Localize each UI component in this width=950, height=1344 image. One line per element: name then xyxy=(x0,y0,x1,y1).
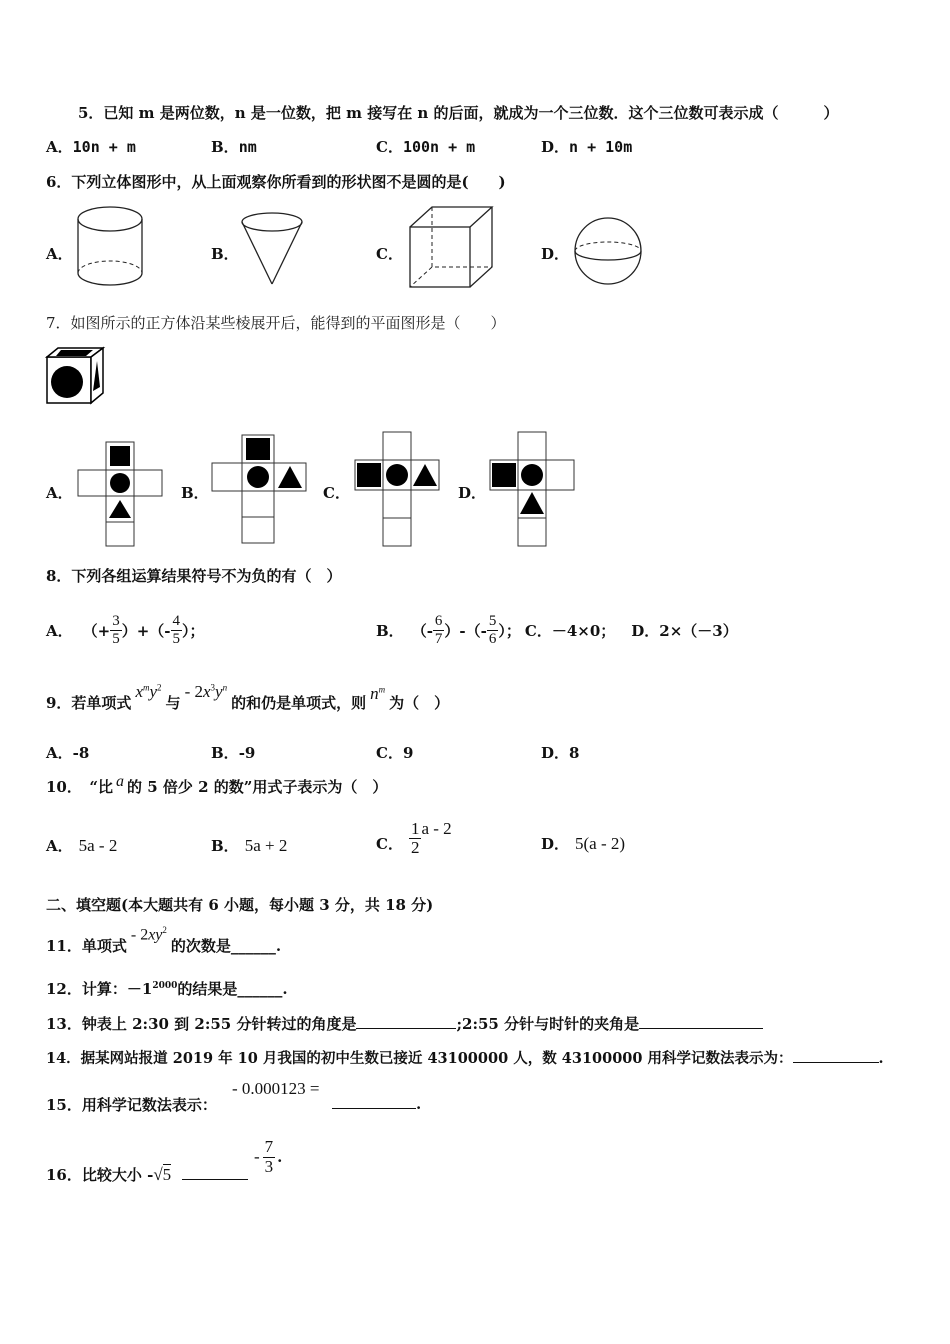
q8-option-c[interactable]: C．－4×0； xyxy=(524,621,616,640)
q6-option-b-label[interactable]: B． xyxy=(211,245,239,263)
q9-option-a[interactable]: A．-8 xyxy=(46,744,90,762)
q10-option-d[interactable]: D． 5(a - 2) xyxy=(541,834,626,853)
q8-option-a[interactable]: A． （+ $\frac{3}{5}$ ）+（- $\frac{4}{5}$ ）； xyxy=(46,613,205,647)
q5-stem: 5．已知 m 是两位数，n 是一位数，把 m 接写在 n 的后面，就成为一个三位数．这个三位数可表示成（ ） xyxy=(78,104,839,122)
answer-blank[interactable] xyxy=(793,1048,879,1063)
q15-prefix: 15．用科学记数法表示： xyxy=(46,1096,217,1114)
power-nm: $n^m$ xyxy=(370,684,386,703)
q7-stem: 7．如图所示的正方体沿某些棱展开后，能得到的平面图形是（ ） xyxy=(46,314,506,332)
q8-stem: 8．下列各组运算结果符号不为负的有（ ） xyxy=(46,567,342,585)
q14: 14．据某网站报道 2019 年 10 月我国的初中生数已接近 43100000 人，数 43100000 用科学记数法表示为： . xyxy=(46,1050,884,1067)
q7-option-d-label[interactable]: D． xyxy=(458,484,487,502)
answer-blank[interactable] xyxy=(356,1014,456,1029)
q16: 16．比较大小 -√5 xyxy=(46,1164,248,1185)
q12: 12．计算：$-1^{2000}$的结果是______. xyxy=(46,980,288,998)
monomial-2xy2: - $2xy^2$ xyxy=(130,924,167,943)
cylinder-figure xyxy=(75,205,145,287)
net-d-figure xyxy=(488,430,578,548)
q16-fraction: - $\frac{7}{3}$ . xyxy=(254,1137,283,1176)
fraction: $\frac{5}{6}$ xyxy=(488,613,497,647)
net-c-figure xyxy=(353,430,443,548)
q9-option-d[interactable]: D．8 xyxy=(541,744,580,762)
q7-option-c-label[interactable]: C． xyxy=(323,484,350,502)
q9-option-b[interactable]: B．-9 xyxy=(211,744,256,762)
q10-stem: 10． “比 a 的 5 倍少 2 的数”用式子表示为（ ） xyxy=(46,773,388,796)
q6-option-c-label[interactable]: C． xyxy=(376,245,403,263)
q10-option-b[interactable]: B． 5a + 2 xyxy=(211,836,288,855)
fraction: $\frac{7}{3}$ xyxy=(264,1137,274,1176)
cone-figure xyxy=(240,210,306,288)
q10-option-a[interactable]: A． 5a - 2 xyxy=(46,836,118,855)
q10-option-c[interactable]: C． $\frac{1}{2}$ a - 2 xyxy=(376,818,452,858)
fraction: $\frac{1}{2}$ xyxy=(410,818,420,858)
monomial-xmy2: $x^my^2$ xyxy=(135,682,162,701)
q15-answer: . xyxy=(332,1094,421,1113)
q5-option-d[interactable]: D．n + 10m xyxy=(541,138,633,156)
fraction: $\frac{4}{5}$ xyxy=(172,613,181,647)
q6-option-d-label[interactable]: D． xyxy=(541,245,570,263)
q7-cube-figure xyxy=(46,347,106,405)
cube-figure xyxy=(408,205,494,289)
q5-option-b[interactable]: B．nm xyxy=(211,138,257,156)
q9-stem: 9．若单项式 $x^my^2$ 与 - $2x^3y^n$ 的和仍是单项式，则 $n^m$ 为（ ） xyxy=(46,682,450,712)
q6-stem: 6．下列立体图形中，从上面观察你所看到的形状图不是圆的是( ) xyxy=(46,173,506,191)
q8-option-b[interactable]: B． （- $\frac{6}{7}$ ）-（- $\frac{5}{6}$ ）； C．－4×0； D．2×（－3） xyxy=(376,613,738,647)
q9-option-c[interactable]: C．9 xyxy=(376,744,414,762)
net-b-figure xyxy=(210,433,308,545)
q13: 13．钟表上 2:30 到 2:55 分针转过的角度是 ;2:55 分针与时针的夹角是 xyxy=(46,1013,763,1034)
sphere-figure xyxy=(573,215,643,287)
answer-blank[interactable] xyxy=(332,1094,416,1109)
section-title: 二、填空题(本大题共有 6 小题，每小题 3 分，共 18 分) xyxy=(46,896,434,914)
q7-option-b-label[interactable]: B． xyxy=(181,484,209,502)
q8-option-d[interactable]: D．2×（－3） xyxy=(631,621,738,640)
net-a-figure xyxy=(76,440,162,546)
answer-blank[interactable] xyxy=(182,1165,248,1180)
sqrt-expression: √5 xyxy=(153,1165,172,1184)
answer-blank[interactable] xyxy=(639,1014,763,1029)
fraction: $\frac{6}{7}$ xyxy=(434,613,443,647)
q5-option-a[interactable]: A．10n + m xyxy=(46,138,136,156)
q15-expression: - 0.000123 = xyxy=(232,1079,320,1098)
q7-option-a-label[interactable]: A． xyxy=(46,484,73,502)
q5-option-c[interactable]: C．100n + m xyxy=(376,138,476,156)
fraction: $\frac{3}{5}$ xyxy=(112,613,120,647)
monomial-2x3yn: - $2x^3y^n$ xyxy=(184,682,228,701)
q6-option-a-label[interactable]: A． xyxy=(46,245,73,263)
q11: 11．单项式 - $2xy^2$ 的次数是______. xyxy=(46,924,282,955)
